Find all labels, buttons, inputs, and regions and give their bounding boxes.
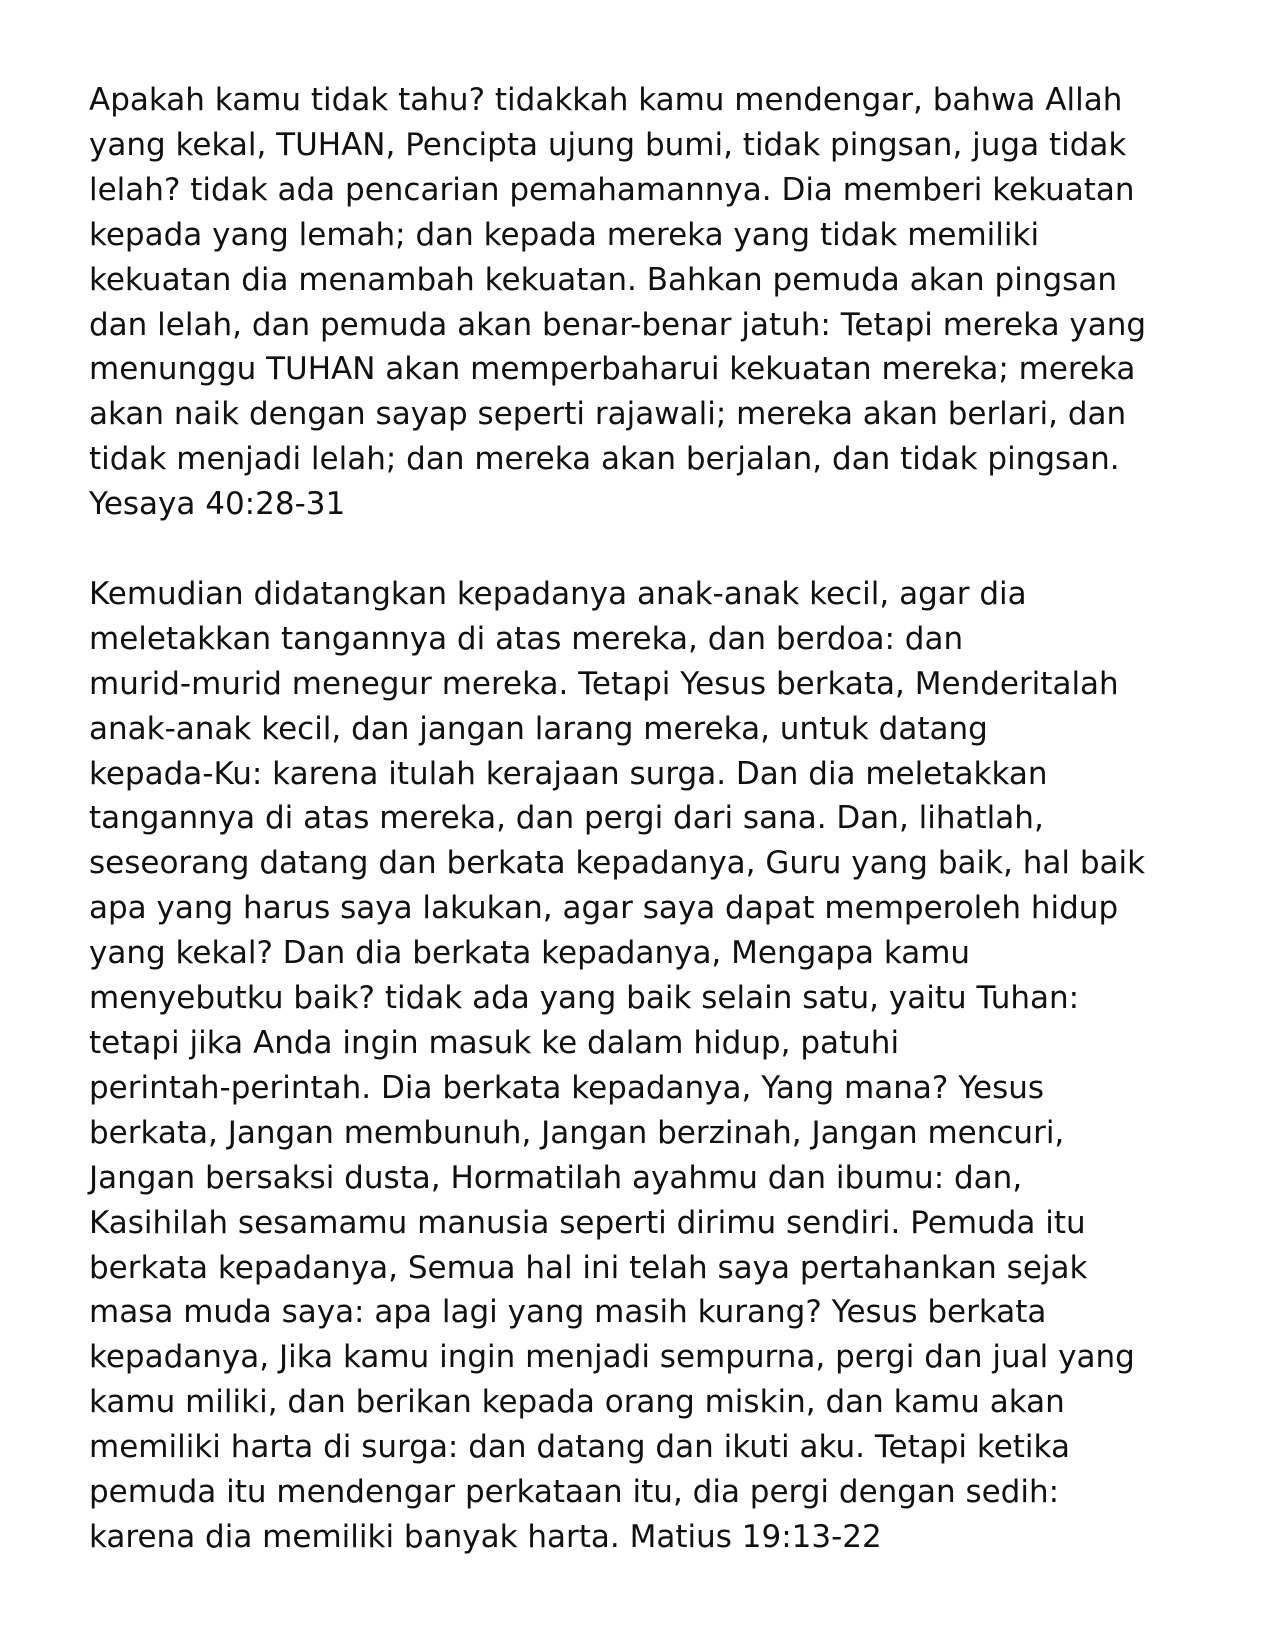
text-line: yang kekal, TUHAN, Pencipta ujung bumi, tidak pingsan, juga tidak [89,126,1127,163]
document-page [89,78,1199,1560]
text-line: apa yang harus saya lakukan, agar saya dapat memperoleh hidup [89,890,1119,927]
verse-reference: Yesaya 40:28-31 [89,486,346,523]
text-line: tidak menjadi lelah; dan mereka akan berjalan, dan tidak pingsan. [89,441,1120,478]
text-line: akan naik dengan sayap seperti rajawali; mereka akan berlari, dan [89,396,1127,433]
text-line: seseorang datang dan berkata kepadanya, Guru yang baik, hal baik [89,845,1146,882]
text-line: kekuatan dia menambah kekuatan. Bahkan pemuda akan pingsan [89,261,1117,298]
text-line: perintah-perintah. Dia berkata kepadanya, Yang mana? Yesus [89,1069,1045,1106]
passage-yesaya [89,78,1199,527]
text-line: Kemudian didatangkan kepadanya anak-anak kecil, agar dia [89,575,1027,612]
text-line: tetapi jika Anda ingin masuk ke dalam hidup, patuhi [89,1025,900,1062]
passage-matius [89,572,1199,1560]
text-line: pemuda itu mendengar perkataan itu, dia pergi dengan sedih: [89,1474,1060,1511]
text-line: Apakah kamu tidak tahu? tidakkah kamu mendengar, bahwa Allah [89,82,1123,118]
text-line: Jangan bersaksi dusta, Hormatilah ayahmu dan ibumu: dan, [89,1159,1023,1196]
text-line: dan lelah, dan pemuda akan benar-benar jatuh: Tetapi mereka yang [89,306,1147,343]
text-line: kamu miliki, dan berikan kepada orang miskin, dan kamu akan [89,1384,1065,1421]
text-line: tangannya di atas mereka, dan pergi dari sana. Dan, lihatlah, [89,800,1044,837]
text-line: kepada yang lemah; dan kepada mereka yang tidak memiliki [89,216,1040,253]
text-line: berkata kepadanya, Semua hal ini telah saya pertahankan sejak [89,1249,1088,1286]
text-line: yang kekal? Dan dia berkata kepadanya, Mengapa kamu [89,935,971,972]
text-line: menunggu TUHAN akan memperbaharui kekuatan mereka; mereka [89,351,1136,388]
text-line: menyebutku baik? tidak ada yang baik selain satu, yaitu Tuhan: [89,980,1080,1017]
text-line: kepada-Ku: karena itulah kerajaan surga. Dan dia meletakkan [89,755,1048,792]
text-line: lelah? tidak ada pencarian pemahamannya. Dia memberi kekuatan [89,171,1135,208]
paragraph-gap [89,527,1199,572]
text-line: Kasihilah sesamamu manusia seperti dirimu sendiri. Pemuda itu [89,1204,1086,1241]
text-line: murid-murid menegur mereka. Tetapi Yesus berkata, Menderitalah [89,665,1119,702]
text-line: anak-anak kecil, dan jangan larang mereka, untuk datang [89,710,988,747]
text-line: kepadanya, Jika kamu ingin menjadi sempurna, pergi dan jual yang [89,1339,1135,1376]
text-line: memiliki harta di surga: dan datang dan ikuti aku. Tetapi ketika [89,1429,1070,1466]
text-line: masa muda saya: apa lagi yang masih kurang? Yesus berkata [89,1294,1047,1331]
text-line: meletakkan tangannya di atas mereka, dan berdoa: dan [89,620,964,657]
text-line: berkata, Jangan membunuh, Jangan berzinah, Jangan mencuri, [89,1114,1065,1151]
verse-reference: karena dia memiliki banyak harta. Matius 19:13-22 [89,1518,882,1555]
